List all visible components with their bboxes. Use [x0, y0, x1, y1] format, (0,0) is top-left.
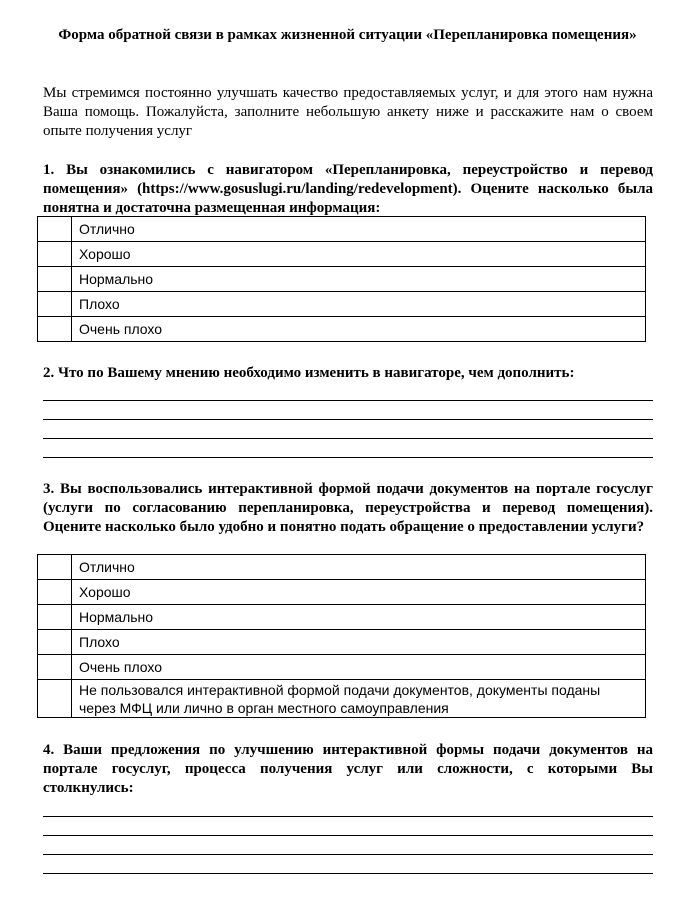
option-checkbox-cell[interactable] [38, 217, 72, 242]
option-row [38, 267, 646, 292]
option-label: Очень плохо [72, 317, 646, 342]
option-label: Очень плохо [72, 655, 646, 680]
option-checkbox-cell[interactable] [38, 555, 72, 580]
answer-line[interactable] [43, 419, 653, 420]
option-label: Плохо [72, 292, 646, 317]
option-row [38, 242, 646, 267]
option-row [38, 605, 646, 630]
option-checkbox-cell[interactable] [38, 680, 72, 718]
question-3: 3. Вы воспользовались интерактивной формой подачи документов на портале госуслуг (услуги по согласованию перепланировка, переустройства и перевод помещения). Оцените насколько было удобно и понятно подать обращение о предоставлении услуги? [43, 481, 653, 535]
option-checkbox-cell[interactable] [38, 630, 72, 655]
option-label: Отлично [72, 555, 646, 580]
option-checkbox-cell[interactable] [38, 580, 72, 605]
option-label: Не пользовался интерактивной формой подачи документов, документы поданы через МФЦ или лично в орган местного самоуправления [72, 680, 646, 718]
option-row [38, 680, 646, 718]
option-checkbox-cell[interactable] [38, 292, 72, 317]
answer-line[interactable] [43, 457, 653, 458]
option-row [38, 580, 646, 605]
answer-line[interactable] [43, 873, 653, 874]
option-label: Плохо [72, 630, 646, 655]
answer-line[interactable] [43, 835, 653, 836]
intro-paragraph: Мы стремимся постоянно улучшать качество предоставляемых услуг, и для этого нам нужна Ваша помощь. Пожалуйста, заполните небольшую анкету ниже и расскажите нам о своем опыте получения услуг [43, 85, 653, 139]
option-checkbox-cell[interactable] [38, 317, 72, 342]
option-row [38, 217, 646, 242]
option-row [38, 630, 646, 655]
option-label: Отлично [72, 217, 646, 242]
option-label: Хорошо [72, 580, 646, 605]
question-2: 2. Что по Вашему мнению необходимо изменить в навигаторе, чем дополнить: [43, 365, 575, 381]
option-row [38, 292, 646, 317]
option-label: Хорошо [72, 242, 646, 267]
question-1: 1. Вы ознакомились с навигатором «Перепланировка, переустройство и перевод помещения» (https://www.gosuslugi.ru/landing/redevelopment). Оцените насколько была понятна и достаточна размещенная информация: [43, 162, 653, 216]
option-row [38, 655, 646, 680]
answer-line[interactable] [43, 854, 653, 855]
question-3-options [37, 554, 646, 718]
option-checkbox-cell[interactable] [38, 605, 72, 630]
form-title: Форма обратной связи в рамках жизненной ситуации «Перепланировка помещения» [58, 27, 637, 43]
option-checkbox-cell[interactable] [38, 242, 72, 267]
question-1-options [37, 216, 646, 342]
option-row [38, 555, 646, 580]
option-label: Нормально [72, 605, 646, 630]
option-row [38, 317, 646, 342]
answer-line[interactable] [43, 438, 653, 439]
answer-line[interactable] [43, 816, 653, 817]
question-4: 4. Ваши предложения по улучшению интерактивной формы подачи документов на портале госуслуг, процесса получения услуг или сложности, с которыми Вы столкнулись: [43, 742, 653, 796]
option-checkbox-cell[interactable] [38, 655, 72, 680]
answer-line[interactable] [43, 400, 653, 401]
option-checkbox-cell[interactable] [38, 267, 72, 292]
option-label: Нормально [72, 267, 646, 292]
